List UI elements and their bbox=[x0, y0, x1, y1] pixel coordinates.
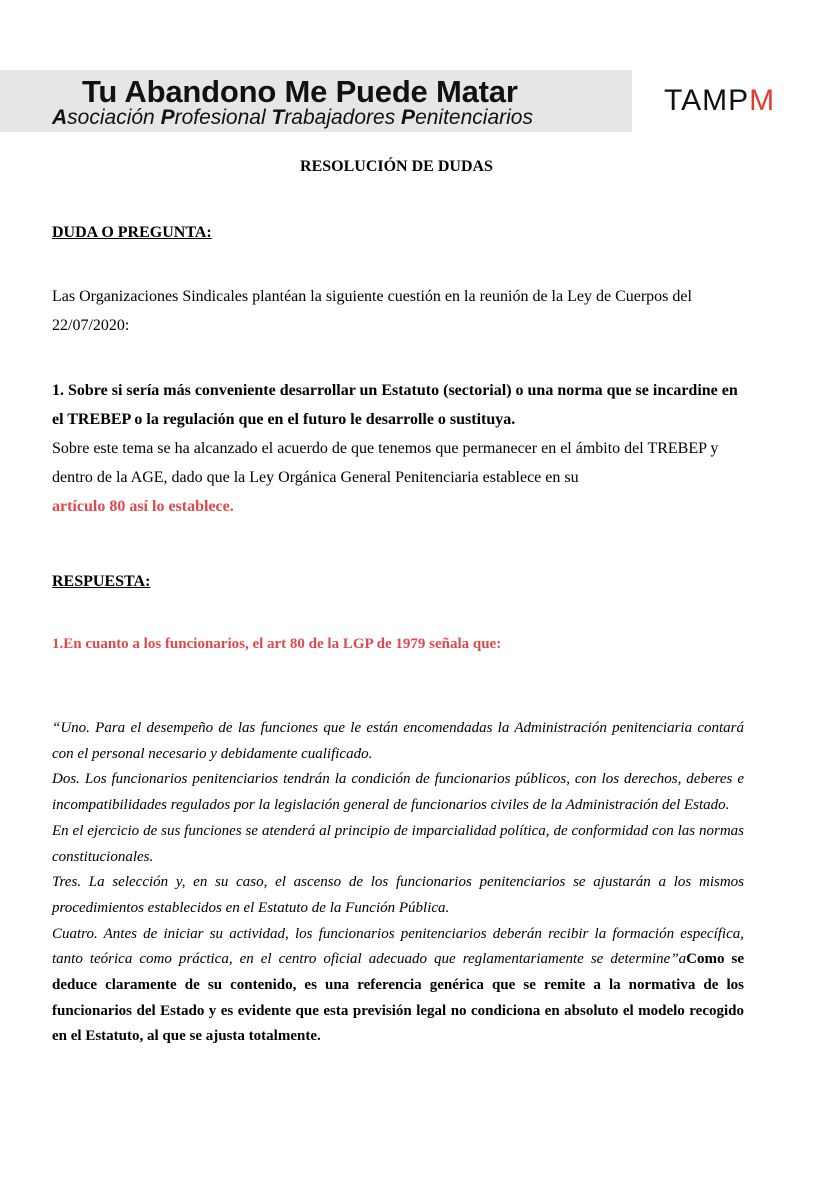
quote-line: En el ejercicio de sus funciones se atenderá al principio de imparcialidad política, de conformidad con las normas constitucionales. bbox=[52, 822, 744, 865]
organization-name: Tu Abandono Me Puede Matar bbox=[82, 74, 518, 109]
quote-line: Dos. Los funcionarios penitenciarios tendrán la condición de funcionarios públicos, con los derechos, deberes e incompatibilidades regulados por la legislación general de funcionarios civiles de la Administración del Estado. bbox=[52, 771, 744, 814]
intro-paragraph: Las Organizaciones Sindicales plantéan la siguiente cuestión en la reunión de la Ley de Cuerpos del 22/07/2020: bbox=[52, 288, 692, 334]
subtitle-initial: P bbox=[401, 106, 416, 129]
subtitle-initial: P bbox=[160, 106, 175, 129]
point-text: Sobre este tema se ha alcanzado el acuerdo de que tenemos que permanecer en el ámbito del TREBEP y dentro de la AGE, dado que la Ley Orgánica General Penitenciaria establece en su bbox=[52, 440, 719, 486]
subtitle-word: sociación bbox=[67, 106, 161, 129]
answer-label: RESPUESTA: bbox=[52, 573, 151, 590]
quote-line: Cuatro. Antes de iniciar su actividad, los funcionarios penitenciarios deberán recibir la formación específica, tanto teórica como práctica, en el centro oficial adecuado que reglamentariamente se determine”a bbox=[52, 925, 744, 968]
subtitle-initial: T bbox=[271, 106, 285, 129]
logo bbox=[632, 70, 823, 132]
logo-red-part: M bbox=[749, 84, 776, 117]
point-red: artículo 80 así lo establece. bbox=[52, 498, 234, 515]
quote-line: “Uno. Para el desempeño de las funciones que le están encomendadas la Administración penitenciaria contará con el personal necesario y debidamente cualificado. bbox=[52, 720, 744, 762]
header-title-area bbox=[0, 70, 632, 132]
law-quote bbox=[52, 716, 744, 1050]
question-label: DUDA O PREGUNTA: bbox=[52, 224, 212, 241]
header-banner bbox=[0, 70, 823, 132]
logo-dark-part: TAMP bbox=[664, 84, 750, 117]
logo-text bbox=[664, 84, 775, 118]
conclusion-text: Como se deduce claramente de su contenido, es una referencia genérica que se remite a la normativa de los funcionarios del Estado y es evidente que esta previsión legal no condiciona en absoluto el modelo recogido en el Estatuto, al que se ajusta totalmente. bbox=[52, 951, 744, 1045]
point-bold: 1. Sobre si sería más conveniente desarrollar un Estatuto (sectorial) o una norma que se incardine en el TREBEP o la regulación que en el futuro le desarrolle o sustituya. bbox=[52, 382, 738, 428]
quote-line: Tres. La selección y, en su caso, el ascenso de los funcionarios penitenciarios se ajustarán a los mismos procedimientos establecidos en el Estatuto de la Función Pública. bbox=[52, 874, 744, 916]
subtitle-word: rofesional bbox=[174, 106, 272, 129]
document-heading: RESOLUCIÓN DE DUDAS bbox=[300, 158, 493, 175]
subtitle-initial: A bbox=[52, 106, 68, 129]
point-paragraph bbox=[52, 376, 746, 521]
subtitle-word: rabajadores bbox=[284, 106, 402, 129]
subtitle-word: enitenciarios bbox=[415, 106, 533, 129]
answer-intro: 1.En cuanto a los funcionarios, el art 80 de la LGP de 1979 señala que: bbox=[52, 636, 502, 652]
organization-subtitle bbox=[52, 106, 533, 130]
